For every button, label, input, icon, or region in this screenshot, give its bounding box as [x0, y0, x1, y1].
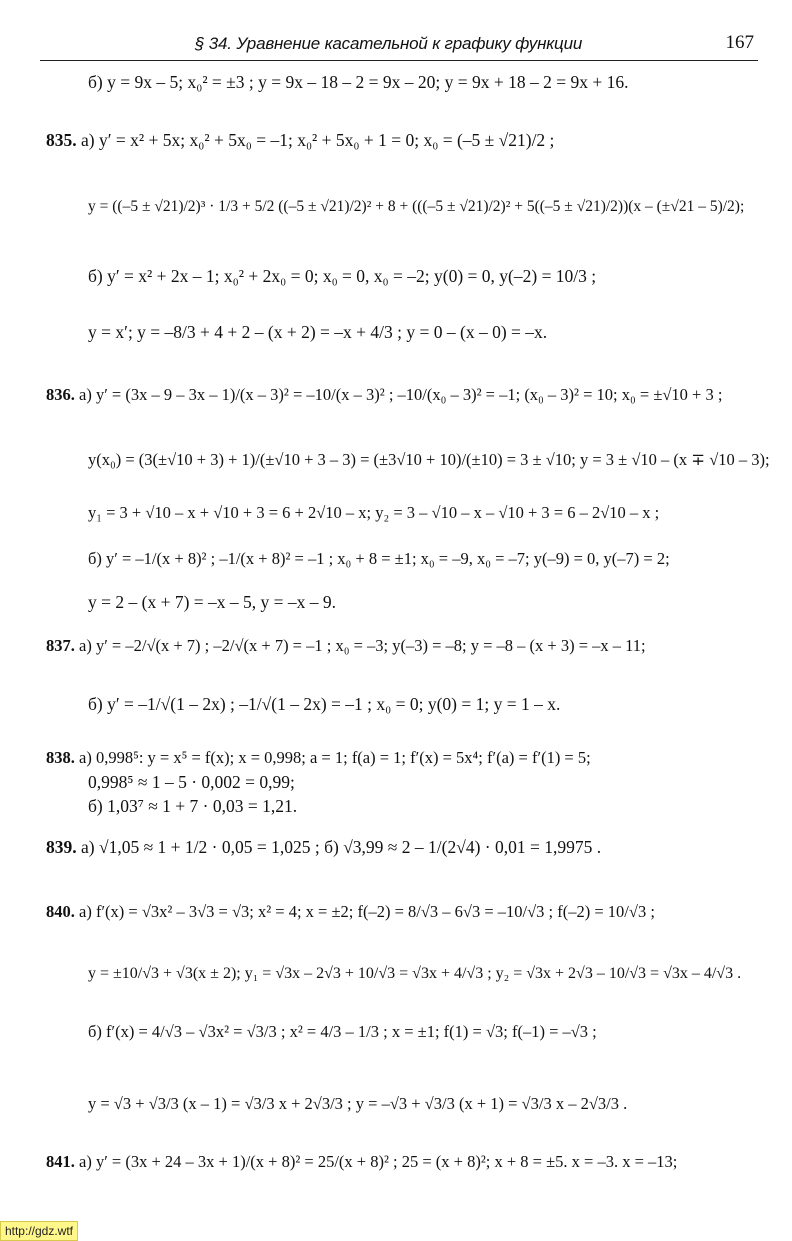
line-text: y = ((–5 ± √21)/2)³ · 1/3 + 5/2 ((–5 ± √21)/2)² + 8 + (((–5 ± √21)/2)² + 5((–5 ± √21)/2))(x – (±√21 – 5)/2);	[88, 198, 745, 215]
line-text: y = √3 + √3/3 (x – 1) = √3/3 x + 2√3/3 ; y = –√3 + √3/3 (x + 1) = √3/3 x – 2√3/3 .	[88, 1094, 628, 1113]
line-text: б) y′ = –1/(x + 8)² ; –1/(x + 8)² = –1 ; x₀ + 8 = ±1; x₀ = –9, x₀ = –7; y(–9) = 0, y(–7) = 2;	[88, 549, 670, 568]
text-line	[46, 634, 646, 658]
text-line	[88, 1092, 627, 1116]
line-text: y = ±10/√3 + √3(x ± 2); y₁ = √3x – 2√3 + 10/√3 = √3x + 4/√3 ; y₂ = √3x + 2√3 – 10/√3 = √3x – 4/√3 .	[88, 965, 742, 982]
line-text: б) y = 9x – 5; x₀² = ±3 ; y = 9x – 18 – 2 = 9x – 20; y = 9x + 18 – 2 = 9x + 16.	[88, 72, 629, 92]
watermark-link[interactable]: http://gdz.wtf	[0, 1221, 78, 1241]
text-line	[88, 195, 744, 219]
text-line	[46, 383, 722, 407]
text-line	[46, 1150, 677, 1174]
line-text: а) y′ = (3x – 9 – 3x – 1)/(x – 3)² = –10/(x – 3)² ; –10/(x₀ – 3)² = –1; (x₀ – 3)² = 10; x₀ = ±√10 + 3 ;	[74, 385, 723, 404]
line-text: б) f′(x) = 4/√3 – √3x² = √3/3 ; x² = 4/3 – 1/3 ; x = ±1; f(1) = √3; f(–1) = –√3 ;	[88, 1022, 597, 1041]
text-line	[46, 746, 591, 770]
problem-number: 841.	[46, 1152, 75, 1171]
text-line	[88, 501, 659, 525]
problem-number: 837.	[46, 636, 75, 655]
problem-number: 838.	[46, 748, 75, 767]
line-text: 0,998⁵ ≈ 1 – 5 · 0,002 = 0,99;	[88, 772, 295, 792]
text-line	[88, 794, 297, 818]
line-text: а) √1,05 ≈ 1 + 1/2 · 0,05 = 1,025 ; б) √3,99 ≈ 2 – 1/(2√4) · 0,01 = 1,9975 .	[76, 837, 602, 857]
problem-number: 839.	[46, 837, 77, 857]
line-text: y₁ = 3 + √10 – x + √10 + 3 = 6 + 2√10 – x; y₂ = 3 – √10 – x – √10 + 3 = 6 – 2√10 – x ;	[88, 503, 660, 522]
problem-number: 836.	[46, 385, 75, 404]
text-line	[88, 448, 770, 472]
text-line	[46, 835, 601, 859]
text-line	[88, 1020, 597, 1044]
text-line	[46, 900, 655, 924]
text-line	[88, 264, 596, 288]
line-text: б) y′ = –1/√(1 – 2x) ; –1/√(1 – 2x) = –1 ; x₀ = 0; y(0) = 1; y = 1 – x.	[88, 694, 561, 714]
line-text: а) y′ = x² + 5x; x₀² + 5x₀ = –1; x₀² + 5x₀ + 1 = 0; x₀ = (–5 ± √21)/2 ;	[76, 130, 555, 150]
line-text: б) 1,03⁷ ≈ 1 + 7 · 0,03 = 1,21.	[88, 796, 298, 816]
page-header	[40, 30, 758, 61]
line-text: а) y′ = (3x + 24 – 3x + 1)/(x + 8)² = 25/(x + 8)² ; 25 = (x + 8)²; x + 8 = ±5. x = –3. x = –13;	[74, 1152, 678, 1171]
page-title: § 34. Уравнение касательной к графику функции	[195, 34, 583, 53]
page-number: 167	[725, 32, 754, 53]
problem-number: 840.	[46, 902, 75, 921]
line-text: а) y′ = –2/√(x + 7) ; –2/√(x + 7) = –1 ; x₀ = –3; y(–3) = –8; y = –8 – (x + 3) = –x – 11;	[74, 636, 646, 655]
text-line	[46, 128, 554, 152]
line-text: а) 0,998⁵: y = x⁵ = f(x); x = 0,998; a = 1; f(a) = 1; f′(x) = 5x⁴; f′(a) = f′(1) = 5;	[74, 748, 591, 767]
text-line	[88, 770, 295, 794]
text-line	[88, 547, 670, 571]
text-line	[88, 692, 560, 716]
text-line	[88, 70, 628, 94]
line-text: y = 2 – (x + 7) = –x – 5, y = –x – 9.	[88, 592, 337, 612]
line-text: б) y′ = x² + 2x – 1; x₀² + 2x₀ = 0; x₀ = 0, x₀ = –2; y(0) = 0, y(–2) = 10/3 ;	[88, 266, 597, 286]
problem-number: 835.	[46, 130, 77, 150]
text-line	[88, 320, 547, 344]
line-text: y = x′; y = –8/3 + 4 + 2 – (x + 2) = –x + 4/3 ; y = 0 – (x – 0) = –x.	[88, 322, 548, 342]
line-text: а) f′(x) = √3x² – 3√3 = √3; x² = 4; x = ±2; f(–2) = 8/√3 – 6√3 = –10/√3 ; f(–2) = 10/√3 ;	[74, 902, 655, 921]
line-text: y(x₀) = (3(±√10 + 3) + 1)/(±√10 + 3 – 3) = (±3√10 + 10)/(±10) = 3 ± √10; y = 3 ± √10 – (x ∓ √10 – 3);	[88, 450, 770, 469]
text-line	[88, 962, 741, 986]
text-line	[88, 590, 336, 614]
